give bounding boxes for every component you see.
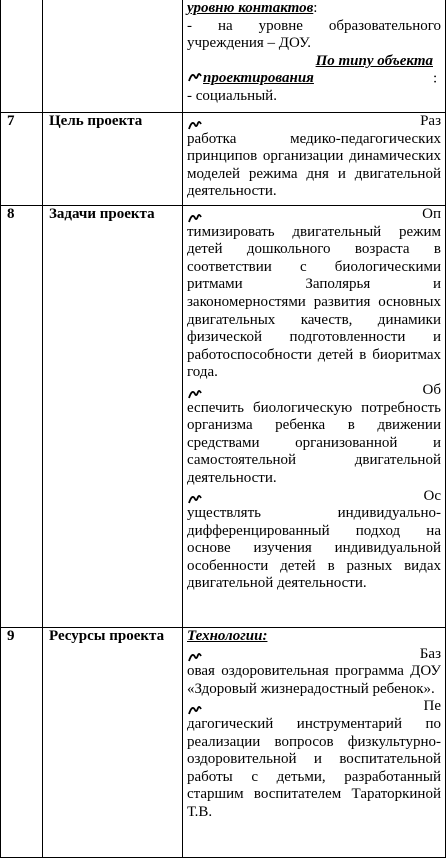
table-row <box>1 113 446 206</box>
table-row <box>1 628 446 858</box>
row-name-cell: Ресурсы проекта <box>43 628 183 858</box>
task-first-syllable: Оп <box>422 206 441 222</box>
hand-pointing-mark-icon <box>187 493 203 505</box>
table-row <box>1 0 446 113</box>
goal-text: работка медико-педагогических принципов организации динамических моделей режима дня и двигательной деятельности. <box>187 130 441 200</box>
goal-first-syllable: Раз <box>420 113 441 129</box>
contact-level-heading: уровню контактов <box>187 0 314 16</box>
row-name-cell <box>43 0 183 113</box>
row-number-cell: 7 <box>1 113 43 206</box>
task-first-syllable: Об <box>422 381 441 398</box>
task-text: уществлять индивидуально-дифференцированный подход на основе изучения индивидуальной особенности детей в разных видах двигательной деятельности. <box>187 505 441 592</box>
task-text: тимизировать двигательный режим детей дошкольного возраста в соответствии с биологическими ритмами Заполярья и закономерностями развития основных двигательных качеств, динамики физической подготовленности и работоспособности детей в биоритмах года. <box>187 223 441 381</box>
hand-pointing-mark-icon <box>187 704 203 716</box>
hand-pointing-mark-icon <box>187 388 203 400</box>
row-number-cell: 8 <box>1 206 43 628</box>
object-type-text: - социальный. <box>187 87 277 104</box>
row-number-cell: 9 <box>1 628 43 858</box>
row-body-cell <box>183 628 446 858</box>
hand-pointing-mark-icon <box>187 119 203 131</box>
row-body-cell: уровню контактов: - на уровне образовательного учреждения – ДОУ. По типу объекта проектирования : - социальный. <box>183 0 446 113</box>
task-first-syllable: Ос <box>423 487 441 504</box>
table-row <box>1 206 446 628</box>
task-text: еспечить биологическую потребность организма ребенка в движении средствами организованной и самостоятельной двигательной деятельности. <box>187 399 441 486</box>
resource-text: дагогический инструментарий по реализации вопросов физкультурно-оздоровительной и воспитательной работы с детьми, разработанный старшим воспитателем Тараторкиной Т.В. <box>187 715 441 820</box>
row-body-cell <box>183 113 446 206</box>
hand-pointing-mark-icon <box>187 651 203 663</box>
row-name-cell: Задачи проекта <box>43 206 183 628</box>
resource-first-syllable: Пе <box>423 698 441 715</box>
row-number-cell <box>1 0 43 113</box>
hand-pointing-mark-icon <box>187 71 203 83</box>
row-name-cell: Цель проекта <box>43 113 183 206</box>
technologies-heading: Технологии: <box>187 628 268 644</box>
resource-text: овая оздоровительная программа ДОУ «Здоровый жизнерадостный ребенок». <box>187 663 441 697</box>
row-body-cell <box>183 206 446 628</box>
contact-level-text: - на уровне образовательного учреждения – ДОУ. <box>187 17 441 52</box>
resource-first-syllable: Баз <box>419 645 441 662</box>
hand-pointing-mark-icon <box>187 212 203 224</box>
object-type-heading: По типу объекта проектирования <box>203 52 433 87</box>
